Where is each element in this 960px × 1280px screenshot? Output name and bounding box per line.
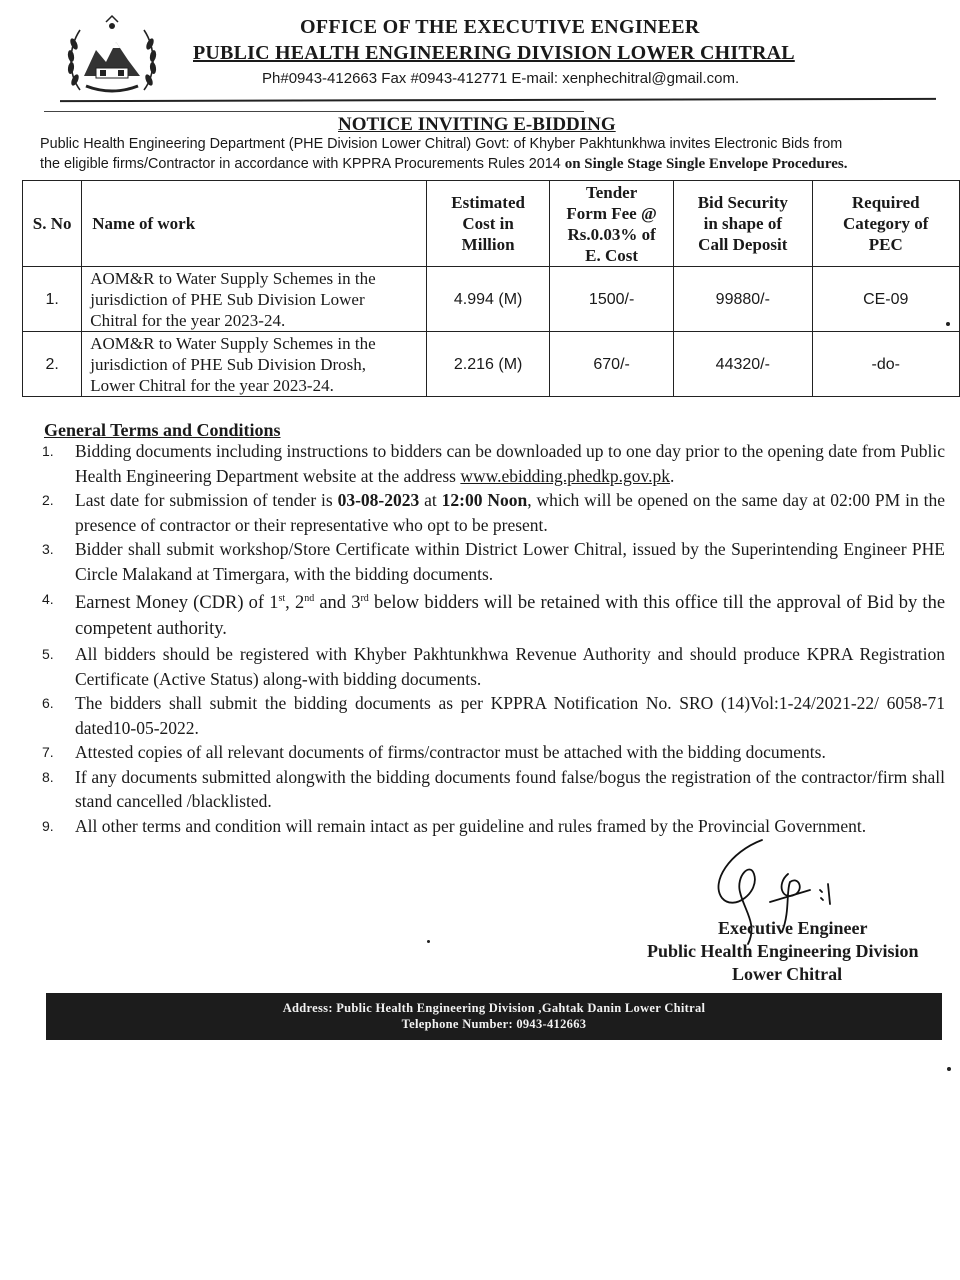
division-heading: PUBLIC HEALTH ENGINEERING DIVISION LOWER CHITRAL	[193, 42, 795, 64]
work-line: Chitral for the year 2023-24.	[90, 310, 286, 330]
intro-line-1: Public Health Engineering Department (PHE Division Lower Chitral) Govt: of Khyber Pakhtunkhwa invites Electronic Bids from	[40, 136, 843, 152]
row-pec-category: CE-09	[812, 267, 959, 332]
term-item	[40, 740, 945, 765]
scan-speck	[947, 1067, 951, 1071]
submission-date: 03-08-2023	[337, 490, 420, 510]
notice-title: NOTICE INVITING E-BIDDING	[338, 114, 616, 135]
header-pec-category	[812, 181, 959, 267]
terms-list	[40, 439, 945, 838]
ordinal-suffix: st	[278, 593, 286, 604]
header-fee-line: Form Fee @	[566, 203, 657, 223]
header-fee-line: Rs.0.03% of	[567, 224, 656, 244]
term-number: 7.	[42, 744, 54, 761]
term-item	[40, 691, 945, 740]
office-heading: OFFICE OF THE EXECUTIVE ENGINEER	[300, 16, 700, 38]
row-work-name	[82, 332, 427, 397]
header-divider-thin	[44, 111, 584, 112]
term-text: below bidders will be retained with this office till the approval of Bid by the competent authority.	[75, 593, 946, 640]
row-sno: 2.	[23, 332, 82, 397]
row-sno: 1.	[23, 267, 82, 332]
term-number: 9.	[42, 817, 54, 834]
term-number: 8.	[42, 768, 54, 785]
table-row	[23, 267, 960, 332]
term-number: 2.	[42, 492, 54, 508]
footer-bar	[46, 993, 942, 1040]
term-number: 3.	[42, 541, 54, 557]
header-cost-line: Cost in	[462, 214, 514, 233]
ebidding-website-link[interactable]: www.ebidding.phedkp.gov.pk	[460, 465, 671, 486]
footer-phone: Telephone Number: 0943-412663	[401, 1017, 587, 1031]
notice-intro	[40, 134, 940, 174]
intro-line-2-text: the eligible firms/Contractor in accordance with KPPRA Procurements Rules 2014	[40, 156, 565, 172]
kp-government-emblem-icon	[62, 14, 162, 100]
term-item	[40, 488, 945, 537]
term-item	[40, 439, 945, 488]
work-line: jurisdiction of PHE Sub Division Drosh,	[90, 354, 367, 374]
term-text: , which will be opened on the same day at 02:00 PM in the presence of contractor or their representative who opt to be present.	[75, 490, 945, 535]
work-line: Lower Chitral for the year 2023-24.	[90, 375, 334, 395]
ordinal-suffix: nd	[304, 593, 315, 604]
footer-address: Address: Public Health Engineering Division ,Gahtak Danin Lower Chitral	[282, 1001, 706, 1015]
submission-time: 12:00 Noon	[441, 490, 528, 510]
term-item	[40, 642, 945, 691]
header-name-of-work: Name of work	[82, 181, 427, 267]
header-sno: S. No	[23, 181, 82, 267]
work-line: AOM&R to Water Supply Schemes in the	[90, 333, 376, 353]
signatory-division: Public Health Engineering Division	[647, 941, 919, 961]
row-bid-security: 44320/-	[674, 332, 812, 397]
term-number: 6.	[42, 695, 54, 712]
term-text: Attested copies of all relevant documents of firms/contractor must be attached with the bidding documents.	[75, 742, 826, 763]
header-bid-line: in shape of	[703, 214, 783, 233]
contact-details: Ph#0943-412663 Fax #0943-412771 E-mail: xenphechitral@gmail.com.	[262, 70, 740, 87]
procedure-type: on Single Stage Single Envelope Procedures.	[564, 156, 848, 172]
term-text: If any documents submitted alongwith the bidding documents found false/bogus the registration of the contractor/firm shall stand cancelled /blacklisted.	[75, 766, 945, 812]
term-text: All bidders should be registered with Khyber Pakhtunkhwa Revenue Authority and should produce KPRA Registration Certificate (Active Status) along-with bidding documents.	[75, 644, 945, 689]
term-text: at	[419, 490, 442, 510]
header-cost-line: Estimated	[451, 193, 525, 212]
row-tender-fee: 1500/-	[550, 267, 674, 332]
header-pec-line: PEC	[868, 235, 903, 254]
intro-line-2	[40, 154, 940, 174]
table-row	[23, 332, 960, 397]
term-text: .	[670, 465, 675, 486]
scan-speck	[427, 940, 430, 943]
term-number: 4.	[42, 591, 54, 607]
row-estimated-cost: 2.216 (M)	[427, 332, 550, 397]
header-bid-security	[674, 181, 812, 267]
signatory-location: Lower Chitral	[732, 964, 843, 984]
row-estimated-cost: 4.994 (M)	[427, 267, 550, 332]
term-text: Bidding documents including instructions to bidders can be downloaded up to one day prior to the opening date from Public Health Engineering Department website at the address	[75, 441, 945, 486]
header-pec-line: Category of	[843, 214, 929, 233]
header-bid-line: Call Deposit	[698, 235, 788, 254]
header-tender-fee	[550, 181, 674, 267]
term-text: , 2	[285, 593, 305, 614]
header-estimated-cost	[427, 181, 550, 267]
row-bid-security: 99880/-	[674, 267, 812, 332]
table-header-row	[23, 181, 960, 267]
header-fee-line: E. Cost	[585, 245, 639, 265]
header-bid-line: Bid Security	[697, 193, 788, 212]
header-divider	[60, 98, 936, 102]
term-number: 1.	[42, 443, 54, 459]
term-text: The bidders shall submit the bidding documents as per KPPRA Notification No. SRO (14)Vol:1-24/2021-22/ 6058-71 dated10-05-2022.	[75, 693, 945, 738]
term-number: 5.	[42, 646, 54, 663]
work-line: jurisdiction of PHE Sub Division Lower	[90, 289, 365, 309]
term-text: All other terms and condition will remain intact as per guideline and rules framed by the Provincial Government.	[75, 815, 867, 836]
row-pec-category: -do-	[812, 332, 959, 397]
terms-title: General Terms and Conditions	[44, 420, 281, 440]
term-item	[40, 765, 945, 814]
header-cost-line: Million	[461, 235, 515, 254]
row-work-name	[82, 267, 427, 332]
term-item	[40, 586, 945, 642]
works-table	[22, 180, 960, 397]
work-line: AOM&R to Water Supply Schemes in the	[90, 268, 376, 288]
scan-speck	[946, 322, 950, 326]
term-text: Last date for submission of tender is	[75, 490, 338, 510]
term-item	[40, 537, 945, 586]
term-text: Earnest Money (CDR) of 1	[75, 593, 279, 614]
header-fee-line: Tender	[585, 182, 638, 202]
signatory-title: Executive Engineer	[718, 918, 868, 938]
term-text: Bidder shall submit workshop/Store Certificate within District Lower Chitral, issued by the Superintending Engineer PHE Circle Malakand at Timergara, with the bidding documents.	[75, 539, 945, 584]
row-tender-fee: 670/-	[550, 332, 674, 397]
term-text: and 3	[314, 593, 361, 614]
ordinal-suffix: rd	[360, 593, 369, 604]
header-pec-line: Required	[851, 193, 920, 212]
